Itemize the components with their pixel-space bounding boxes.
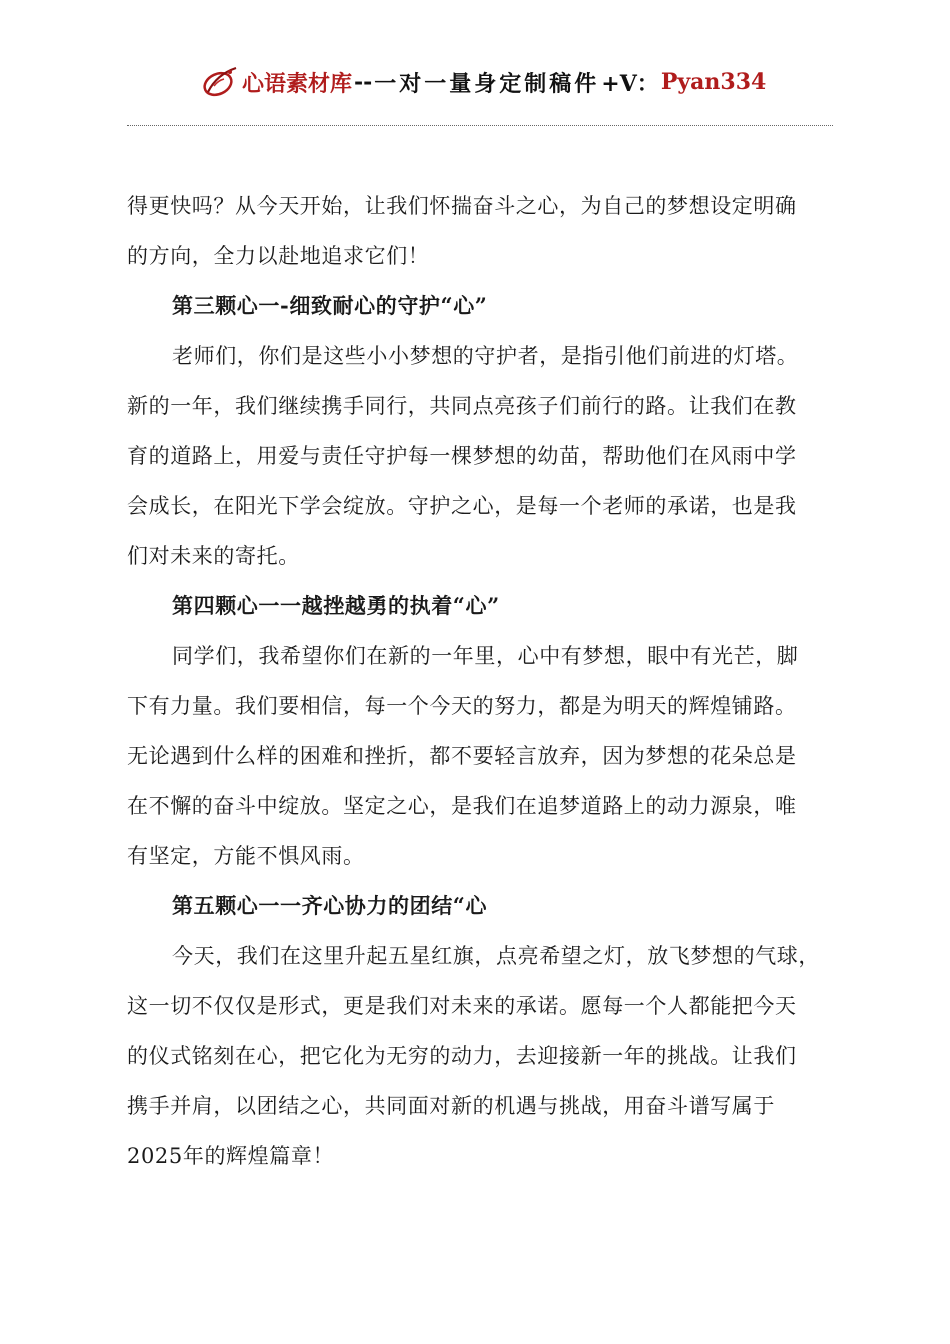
header-separator: -- <box>354 69 373 95</box>
text-line: 得更快吗？从今天开始，让我们怀揣奋斗之心，为自己的梦想设定明确 <box>127 194 797 218</box>
text-line: 有坚定，方能不惧风雨。 <box>127 844 365 868</box>
text-line: 育的道路上，用爱与责任守护每一棵梦想的幼苗，帮助他们在风雨中学 <box>127 444 797 468</box>
text-line: 无论遇到什么样的困难和挫折，都不要轻言放弃，因为梦想的花朵总是 <box>127 744 797 768</box>
section-heading: 第三颗心一-细致耐心的守护“心” <box>172 293 488 318</box>
text-line: 们对未来的寄托。 <box>127 544 300 568</box>
text-line: 新的一年，我们继续携手同行，共同点亮孩子们前行的路。让我们在教 <box>127 394 797 418</box>
text-line: 2025年的辉煌篇章！ <box>127 1144 335 1168</box>
section-heading: 第四颗心一一越挫越勇的执着“心” <box>172 593 500 618</box>
page-header <box>200 62 766 102</box>
paragraph-first-line: 老师们，你们是这些小小梦想的守护者，是指引他们前进的灯塔。 <box>172 344 799 368</box>
text-line: 在不懈的奋斗中绽放。坚定之心，是我们在追梦道路上的动力源泉，唯 <box>127 794 797 818</box>
text-line: 下有力量。我们要相信，每一个今天的努力，都是为明天的辉煌铺路。 <box>127 694 797 718</box>
section-heading: 第五颗心一一齐心协力的团结“心 <box>172 893 488 918</box>
text-line: 携手并肩，以团结之心，共同面对新的机遇与挑战，用奋斗谱写属于 <box>127 1094 775 1118</box>
header-divider <box>127 125 833 126</box>
header-slogan: 一对一量身定制稿件 <box>374 70 600 97</box>
text-line: 的仪式铭刻在心，把它化为无穷的动力，去迎接新一年的挑战。让我们 <box>127 1044 797 1068</box>
contact-label: +V： <box>601 70 659 97</box>
contact-id: Pyan334 <box>660 69 767 95</box>
text-line: 这一切不仅仅是形式，更是我们对未来的承诺。愿每一个人都能把今天 <box>127 994 797 1018</box>
paragraph-first-line: 今天，我们在这里升起五星红旗，点亮希望之灯，放飞梦想的气球， <box>172 944 820 968</box>
text-line: 会成长，在阳光下学会绽放。守护之心，是每一个老师的承诺，也是我 <box>127 494 797 518</box>
brand-logo-icon <box>200 62 240 102</box>
paragraph-first-line: 同学们，我希望你们在新的一年里，心中有梦想，眼中有光芒，脚 <box>172 644 799 668</box>
brand-name: 心语素材库 <box>242 70 353 97</box>
text-line: 的方向，全力以赴地追求它们！ <box>127 244 430 268</box>
document-body <box>127 181 833 1181</box>
